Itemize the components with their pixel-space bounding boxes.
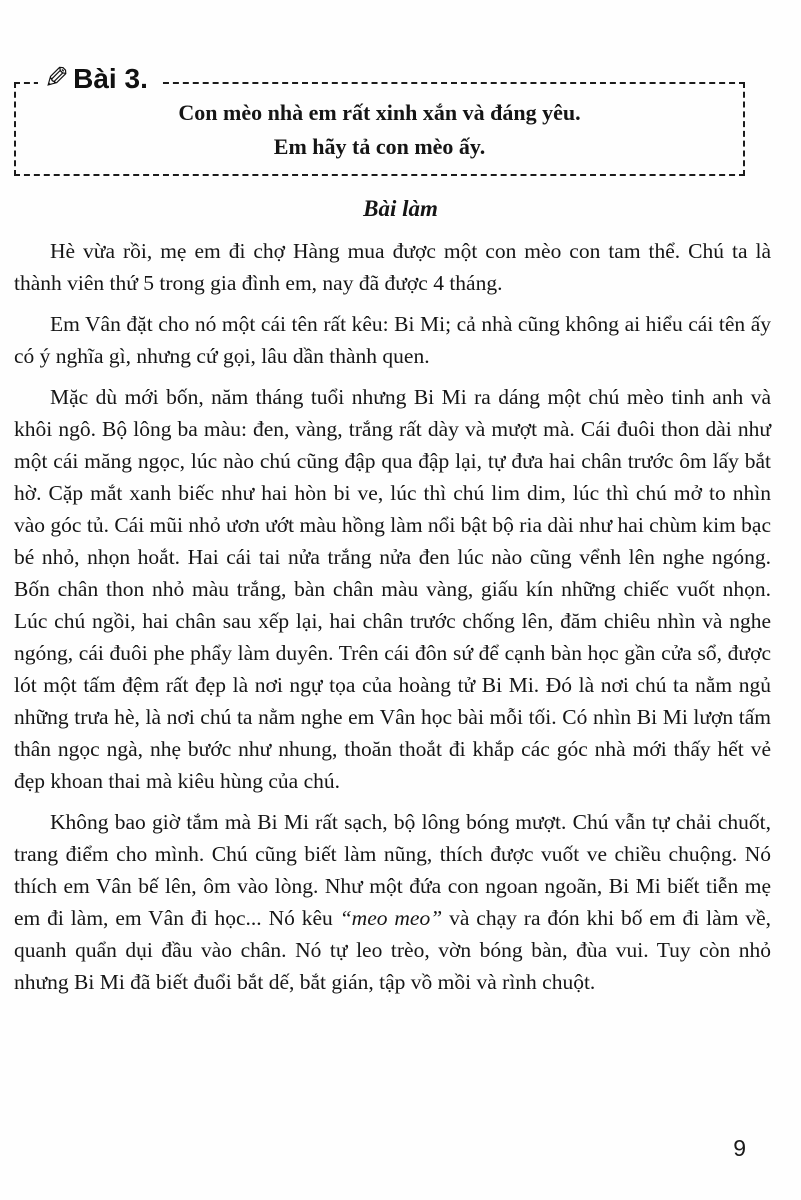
essay-paragraph <box>14 806 771 998</box>
essay-text: Hè vừa rồi, mẹ em đi chợ Hàng mua được một con mèo con tam thể. Chú ta là thành viên thứ 5 trong gia đình em, nay đã được 4 tháng. <box>14 239 771 295</box>
essay-paragraph <box>14 235 771 299</box>
essay-text: và chạy ra đón khi bố em đi làm về, quanh quẩn dụi đầu vào chân. Nó tự leo trèo, vờn bóng bàn, đùa vui. Tuy còn nhỏ nhưng Bi Mi đã biết đuổi bắt dế, bắt gián, tập vồ mồi và rình chuột. <box>14 906 771 994</box>
prompt-line-1: Con mèo nhà em rất xinh xắn và đáng yêu. <box>178 100 581 125</box>
essay-paragraph <box>14 381 771 797</box>
prompt-line-2: Em hãy tả con mèo ấy. <box>273 134 486 159</box>
essay-text: Không bao giờ tắm mà Bi Mi rất sạch, bộ lông bóng mượt. Chú vẫn tự chải chuốt, trang điểm cho mình. Chú cũng biết làm nũng, thích được vuốt ve chiều chuộng. Nó thích em Vân bế lên, ôm vào lòng. Như một đứa con ngoan ngoãn, Bi Mi biết tiễn mẹ em đi làm, em Vân đi học... Nó kêu <box>14 810 771 930</box>
essay-text: Mặc dù mới bốn, năm tháng tuổi nhưng Bi Mi ra dáng một chú mèo tinh anh và khôi ngô. Bộ lông ba màu: đen, vàng, trắng rất dày và mượt mà. Cái đuôi thon dài như một cái măng ngọc, lúc nào chú cũng đập qua đập lại, tự đưa hai chân trước ôm lấy bắt hờ. Cặp mắt xanh biếc như hai hòn bi ve, lúc thì chú lim dim, lúc thì chú mở to nhìn vào góc tủ. Cái mũi nhỏ ươn ướt màu hồng làm nổi bật bộ ria dài như hai chùm kim bạc bé nhỏ, nhọn hoắt. Hai cái tai nửa trắng nửa đen lúc nào cũng vểnh lên nghe ngóng. Bốn chân thon nhỏ màu trắng, bàn chân màu vàng, giấu kín những chiếc vuốt nhọn. Lúc chú ngồi, hai chân sau xếp lại, hai chân trước chống lên, đăm chiêu nhìn và nghe ngóng, cái đuôi phe phẩy làm duyên. Trên cái đôn sứ để cạnh bàn học gần cửa sổ, được lót một tấm đệm rất đẹp là nơi ngự tọa của hoàng tử Bi Mi. Đó là nơi chú ta nằm ngủ những trưa hè, là nơi chú ta nằm nghe em Vân học bài mỗi tối. Có nhìn Bi Mi lượn tấm thân ngọc ngà, nhẹ bước như nhung, thoăn thoắt đi khắp các góc nhà mới thấy hết vẻ đẹp khoan thai mà kiêu hùng của chú. <box>14 385 771 793</box>
page-number: 9 <box>733 1135 746 1161</box>
essay-body <box>14 235 771 998</box>
essay-text: Em Vân đặt cho nó một cái tên rất kêu: Bi Mi; cả nhà cũng không ai hiểu cái tên ấy có ý nghĩa gì, nhưng cứ gọi, lâu dần thành quen. <box>14 312 771 368</box>
essay-heading: Bài làm <box>363 196 438 221</box>
essay-paragraph <box>14 308 771 372</box>
essay-text-italic: “meo meo” <box>339 906 443 930</box>
pencil-icon: ✎ <box>44 62 70 95</box>
lesson-number: Bài 3. <box>73 63 148 94</box>
lesson-label <box>38 60 160 98</box>
lesson-prompt-box <box>14 62 745 176</box>
